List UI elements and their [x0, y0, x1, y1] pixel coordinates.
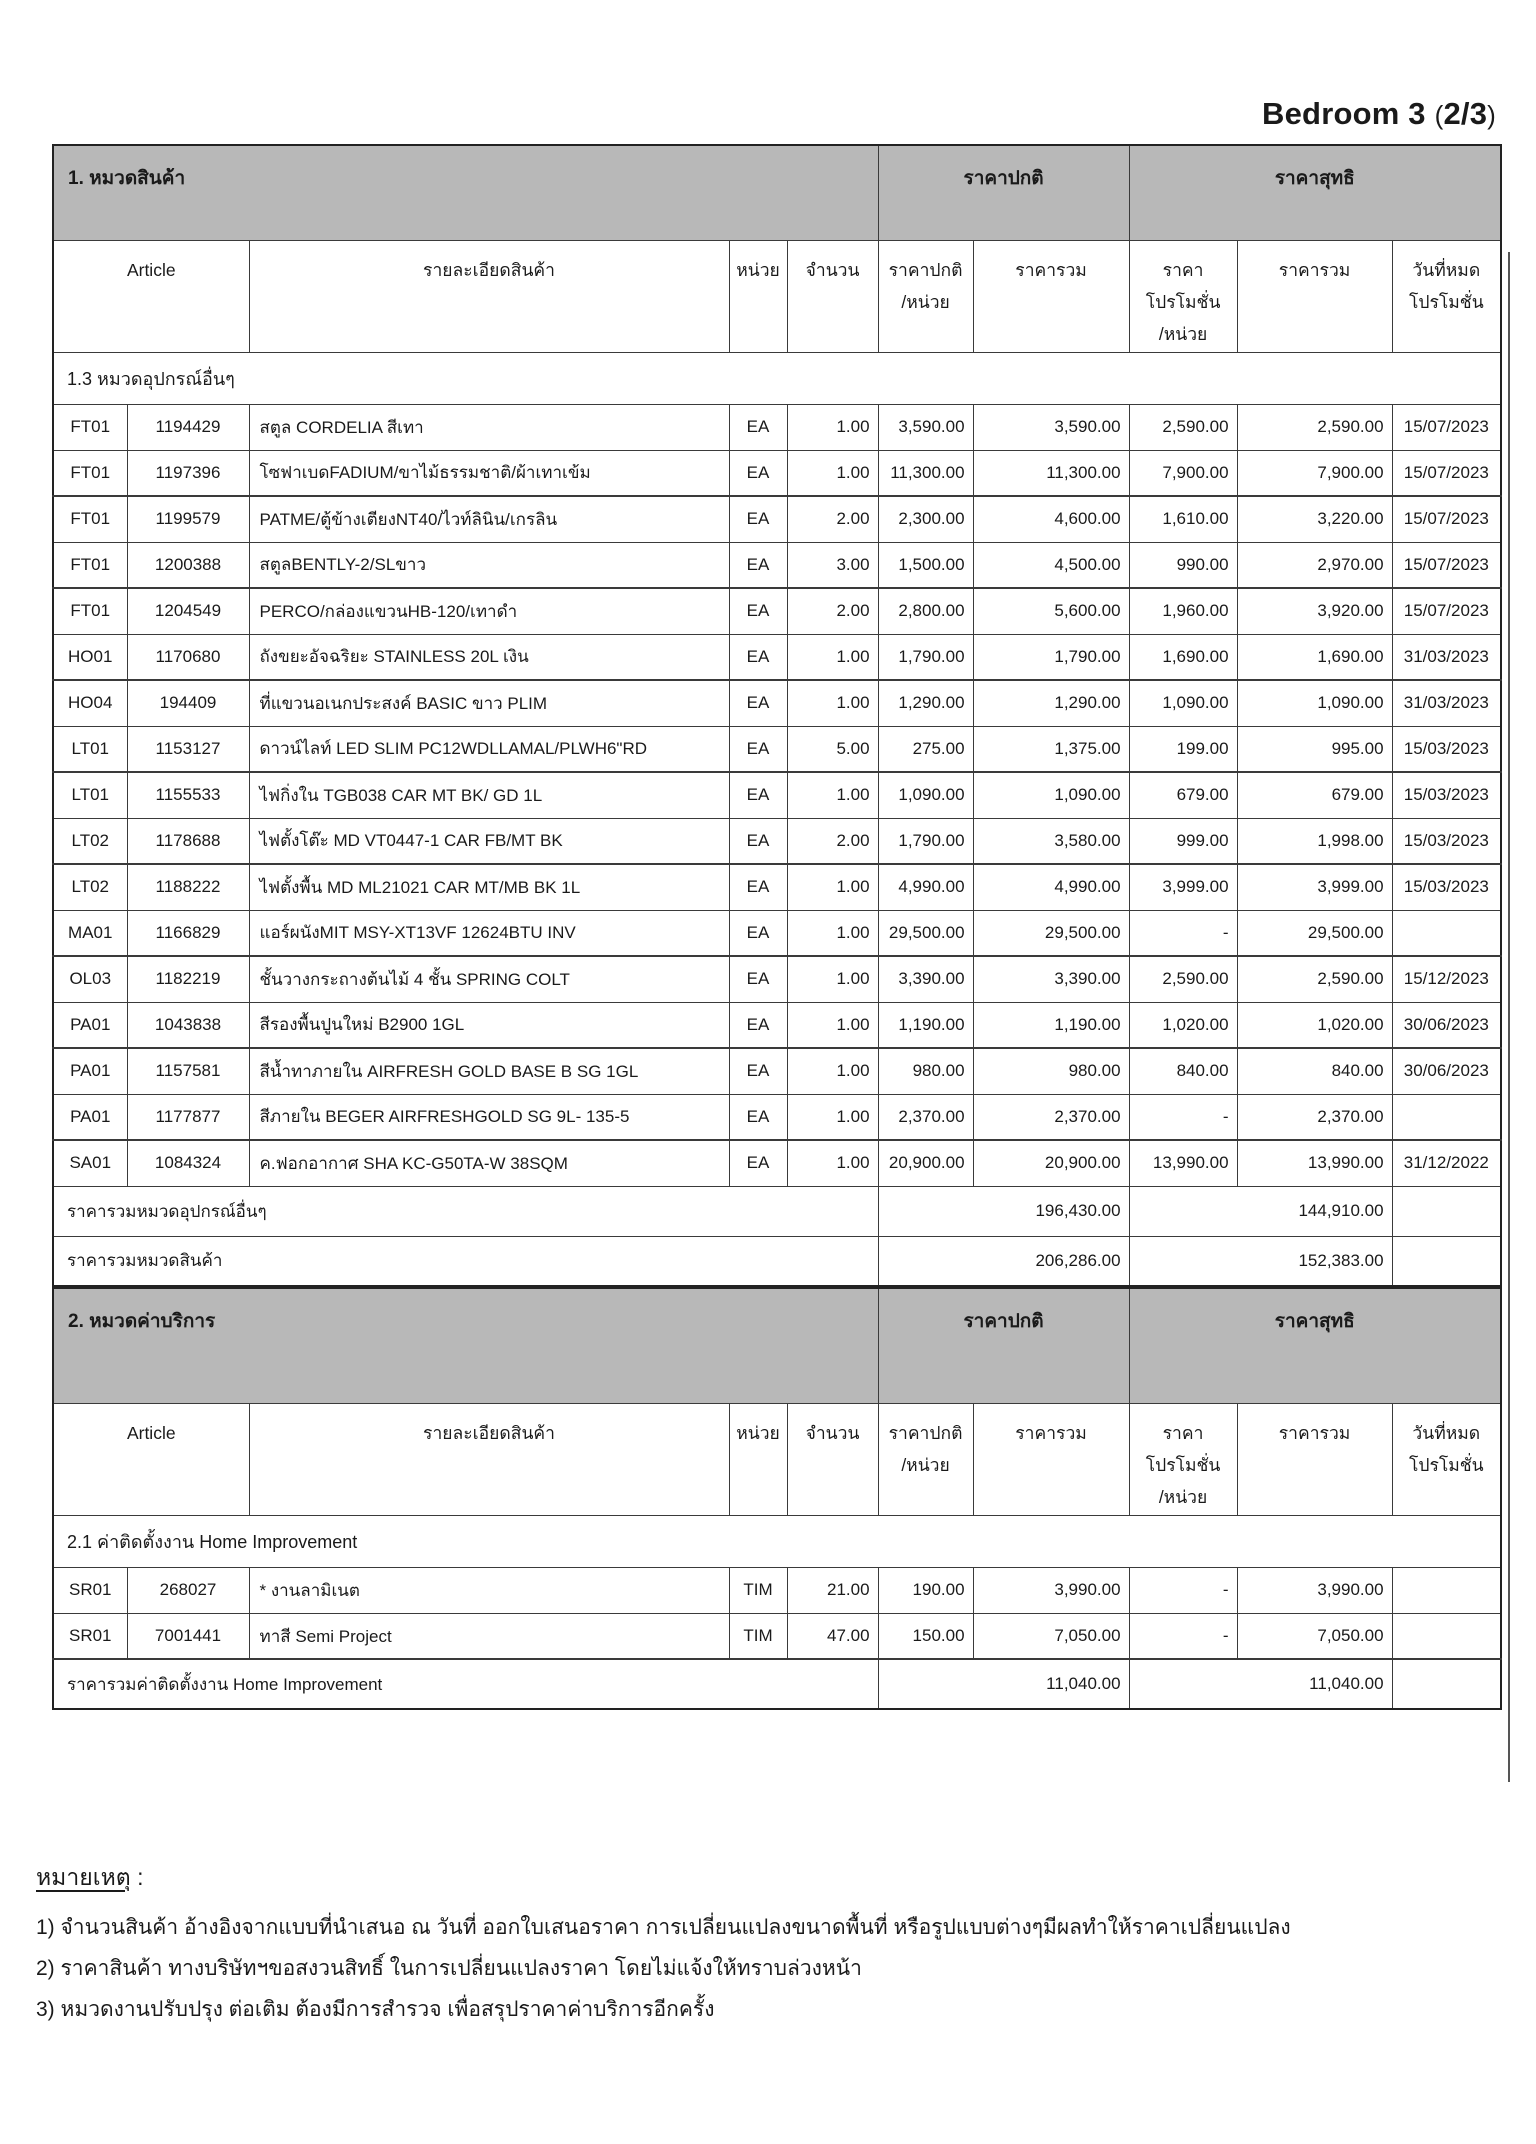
cell-description: ชั้นวางกระถางต้นไม้ 4 ชั้น SPRING COLT: [249, 956, 729, 1002]
cell-article-code: LT01: [53, 772, 127, 818]
cell-article-number: 1155533: [127, 772, 249, 818]
cell-article-code: SR01: [53, 1613, 127, 1659]
cell-net-total: 3,990.00: [1237, 1567, 1392, 1613]
item-row: [53, 1048, 1501, 1094]
cell-promo-price: 990.00: [1129, 542, 1237, 588]
cell-qty: 1.00: [787, 956, 878, 1002]
subtotal-row: [53, 1659, 1501, 1709]
page-indicator-open-paren: (: [1434, 100, 1444, 130]
price-net-group-label: ราคาสุทธิ: [1129, 1288, 1501, 1403]
cell-total: 980.00: [973, 1048, 1129, 1094]
item-row: [53, 588, 1501, 634]
cell-description: ไฟตั้งโต๊ะ MD VT0447-1 CAR FB/MT BK: [249, 818, 729, 864]
cell-qty: 5.00: [787, 726, 878, 772]
cell-promo-end: 15/03/2023: [1392, 818, 1501, 864]
col-article: Article: [53, 1403, 249, 1515]
cell-unit-price: 3,390.00: [878, 956, 973, 1002]
cell-description: สีรองพื้นปูนใหม่ B2900 1GL: [249, 1002, 729, 1048]
sheet-edge-artifact-line: [1508, 252, 1510, 1782]
col-total: ราคารวม: [973, 1403, 1129, 1515]
cell-qty: 1.00: [787, 1048, 878, 1094]
cell-qty: 1.00: [787, 680, 878, 726]
cell-description: แอร์ผนังMIT MSY-XT13VF 12624BTU INV: [249, 910, 729, 956]
cell-total: 1,375.00: [973, 726, 1129, 772]
cell-net-total: 2,590.00: [1237, 956, 1392, 1002]
cell-article-code: MA01: [53, 910, 127, 956]
cell-description: สตูล CORDELIA สีเทา: [249, 404, 729, 450]
cell-net-total: 1,690.00: [1237, 634, 1392, 680]
cell-promo-end: 31/03/2023: [1392, 680, 1501, 726]
cell-net-total: 2,970.00: [1237, 542, 1392, 588]
notes-heading-colon: :: [130, 1864, 144, 1891]
cell-total: 1,290.00: [973, 680, 1129, 726]
cell-total: 4,990.00: [973, 864, 1129, 910]
cell-article-number: 1199579: [127, 496, 249, 542]
col-unit: หน่วย: [729, 1403, 787, 1515]
cell-article-code: PA01: [53, 1002, 127, 1048]
col-label-line: /หน่วย: [901, 291, 950, 312]
cell-article-code: FT01: [53, 588, 127, 634]
item-row: [53, 864, 1501, 910]
cell-net-total: 7,050.00: [1237, 1613, 1392, 1659]
column-header-row: [53, 1403, 1501, 1515]
cell-total: 1,090.00: [973, 772, 1129, 818]
cell-promo-end: 15/07/2023: [1392, 496, 1501, 542]
subtotal-label: ราคารวมค่าติดตั้งงาน Home Improvement: [53, 1659, 878, 1709]
cell-article-number: 1153127: [127, 726, 249, 772]
cell-description: สีน้ำทาภายใน AIRFRESH GOLD BASE B SG 1GL: [249, 1048, 729, 1094]
cell-net-total: 29,500.00: [1237, 910, 1392, 956]
cell-net-total: 1,090.00: [1237, 680, 1392, 726]
col-label-line: โปรโมชั่น: [1408, 291, 1484, 312]
cell-unit-price: 3,590.00: [878, 404, 973, 450]
cell-total: 1,190.00: [973, 1002, 1129, 1048]
cell-article-code: HO01: [53, 634, 127, 680]
cell-description: ไฟกิ่งใน TGB038 CAR MT BK/ GD 1L: [249, 772, 729, 818]
price-normal-group-label: ราคาปกติ: [878, 1288, 1129, 1403]
cell-net-total: 3,920.00: [1237, 588, 1392, 634]
cell-qty: 1.00: [787, 772, 878, 818]
col-label-line: ราคาปกติ: [888, 1422, 963, 1443]
cell-article-number: 7001441: [127, 1613, 249, 1659]
cell-article-number: 194409: [127, 680, 249, 726]
cell-promo-price: -: [1129, 1567, 1237, 1613]
cell-total: 7,050.00: [973, 1613, 1129, 1659]
cell-net-total: 13,990.00: [1237, 1140, 1392, 1186]
cell-article-number: 1178688: [127, 818, 249, 864]
cell-promo-end: 31/12/2022: [1392, 1140, 1501, 1186]
cell-description: ไฟตั้งพื้น MD ML21021 CAR MT/MB BK 1L: [249, 864, 729, 910]
cell-total: 5,600.00: [973, 588, 1129, 634]
cell-article-number: 1197396: [127, 450, 249, 496]
cell-unit: EA: [729, 680, 787, 726]
cell-article-code: PA01: [53, 1048, 127, 1094]
col-label-line: ราคาปกติ: [888, 259, 963, 280]
item-row: [53, 818, 1501, 864]
cell-total: 3,990.00: [973, 1567, 1129, 1613]
subtotal-label: ราคารวมหมวดอุปกรณ์อื่นๆ: [53, 1186, 878, 1236]
cell-description: สตูลBENTLY-2/SLขาว: [249, 542, 729, 588]
cell-total: 3,390.00: [973, 956, 1129, 1002]
col-label-line: วันที่หมด: [1412, 259, 1481, 280]
cell-article-code: LT02: [53, 818, 127, 864]
cell-qty: 1.00: [787, 864, 878, 910]
cell-promo-price: 7,900.00: [1129, 450, 1237, 496]
cell-promo-price: 1,960.00: [1129, 588, 1237, 634]
subtotal-row: [53, 1186, 1501, 1236]
cell-article-number: 1200388: [127, 542, 249, 588]
cell-description: PERCO/กล่องแขวนHB-120/เทาดำ: [249, 588, 729, 634]
cell-qty: 21.00: [787, 1567, 878, 1613]
cell-promo-end: 15/07/2023: [1392, 588, 1501, 634]
cell-total: 20,900.00: [973, 1140, 1129, 1186]
cell-total: 2,370.00: [973, 1094, 1129, 1140]
cell-total: 3,590.00: [973, 404, 1129, 450]
cell-unit-price: 2,370.00: [878, 1094, 973, 1140]
subtotal-normal: 11,040.00: [878, 1659, 1129, 1709]
col-qty: จำนวน: [787, 240, 878, 352]
cell-article-number: 1194429: [127, 404, 249, 450]
subsection-row: [53, 352, 1501, 404]
cell-unit: EA: [729, 772, 787, 818]
col-label-line: ราคา: [1162, 259, 1204, 280]
cell-promo-price: -: [1129, 1094, 1237, 1140]
cell-promo-price: 13,990.00: [1129, 1140, 1237, 1186]
cell-unit: TIM: [729, 1613, 787, 1659]
subsection-label: 2.1 ค่าติดตั้งงาน Home Improvement: [53, 1515, 1501, 1567]
col-net-total: ราคารวม: [1237, 240, 1392, 352]
cell-net-total: 1,998.00: [1237, 818, 1392, 864]
page-indicator-close-paren: ): [1487, 100, 1496, 130]
cell-qty: 2.00: [787, 588, 878, 634]
col-label-line: ราคา: [1162, 1422, 1204, 1443]
cell-total: 4,500.00: [973, 542, 1129, 588]
subtotal-net: 144,910.00: [1129, 1186, 1392, 1236]
subtotal-label: ราคารวมหมวดสินค้า: [53, 1236, 878, 1286]
col-label-line: /หน่วย: [1158, 1487, 1208, 1508]
cell-total: 3,580.00: [973, 818, 1129, 864]
cell-net-total: 3,220.00: [1237, 496, 1392, 542]
cell-article-number: 1084324: [127, 1140, 249, 1186]
cell-unit-price: 29,500.00: [878, 910, 973, 956]
cell-unit-price: 150.00: [878, 1613, 973, 1659]
cell-description: โซฟาเบดFADIUM/ขาไม้ธรรมชาติ/ผ้าเทาเข้ม: [249, 450, 729, 496]
col-label-line: /หน่วย: [901, 1455, 950, 1475]
cell-unit-price: 190.00: [878, 1567, 973, 1613]
cell-promo-price: 199.00: [1129, 726, 1237, 772]
cell-qty: 1.00: [787, 910, 878, 956]
cell-promo-end: 15/12/2023: [1392, 956, 1501, 1002]
subtotal-net: 11,040.00: [1129, 1659, 1392, 1709]
subtotal-normal: 206,286.00: [878, 1236, 1129, 1286]
item-row: [53, 1613, 1501, 1659]
cell-description: สีภายใน BEGER AIRFRESHGOLD SG 9L- 135-5: [249, 1094, 729, 1140]
cell-article-code: FT01: [53, 496, 127, 542]
col-promo-end: [1392, 1403, 1501, 1515]
cell-unit: EA: [729, 956, 787, 1002]
cell-article-code: PA01: [53, 1094, 127, 1140]
cell-unit: EA: [729, 910, 787, 956]
item-row: [53, 1094, 1501, 1140]
cell-description: ดาวน์ไลท์ LED SLIM PC12WDLLAMAL/PLWH6"RD: [249, 726, 729, 772]
cell-qty: 1.00: [787, 1140, 878, 1186]
col-promo-price: [1129, 240, 1237, 352]
cell-net-total: 3,999.00: [1237, 864, 1392, 910]
section-band-row: [53, 1288, 1501, 1403]
cell-qty: 2.00: [787, 818, 878, 864]
cell-promo-price: 3,999.00: [1129, 864, 1237, 910]
cell-promo-price: 1,090.00: [1129, 680, 1237, 726]
cell-promo-price: 1,020.00: [1129, 1002, 1237, 1048]
cell-unit-price: 1,790.00: [878, 634, 973, 680]
cell-unit-price: 2,300.00: [878, 496, 973, 542]
cell-unit-price: 1,090.00: [878, 772, 973, 818]
cell-net-total: 2,590.00: [1237, 404, 1392, 450]
item-row: [53, 1567, 1501, 1613]
cell-unit-price: 2,800.00: [878, 588, 973, 634]
quotation-table: [52, 1287, 1502, 1710]
cell-article-code: OL03: [53, 956, 127, 1002]
item-row: [53, 496, 1501, 542]
cell-qty: 1.00: [787, 1094, 878, 1140]
note-line-3: 3) หมวดงานปรับปรุง ต่อเติม ต้องมีการสำรวจ เพื่อสรุปราคาค่าบริการอีกครั้ง: [36, 1997, 715, 2021]
cell-unit: TIM: [729, 1567, 787, 1613]
section-band-row: [53, 145, 1501, 240]
cell-promo-price: 1,690.00: [1129, 634, 1237, 680]
item-row: [53, 1002, 1501, 1048]
cell-article-code: FT01: [53, 450, 127, 496]
cell-article-code: HO04: [53, 680, 127, 726]
col-label-line: โปรโมชั่น: [1145, 291, 1221, 312]
cell-unit-price: 1,290.00: [878, 680, 973, 726]
quotation-table: [52, 144, 1502, 1287]
cell-unit-price: 275.00: [878, 726, 973, 772]
item-row: [53, 1140, 1501, 1186]
cell-promo-end: 15/03/2023: [1392, 726, 1501, 772]
document-page: [0, 96, 1536, 2144]
cell-promo-end: [1392, 1613, 1501, 1659]
cell-unit-price: 1,790.00: [878, 818, 973, 864]
cell-article-number: 268027: [127, 1567, 249, 1613]
page-title-text: Bedroom 3: [1262, 96, 1426, 131]
cell-qty: 1.00: [787, 1002, 878, 1048]
item-row: [53, 450, 1501, 496]
notes-heading: [36, 1860, 1506, 1896]
price-normal-group-label: ราคาปกติ: [878, 145, 1129, 240]
cell-net-total: 7,900.00: [1237, 450, 1392, 496]
subtotal-expiry-empty: [1392, 1236, 1501, 1286]
cell-promo-price: 2,590.00: [1129, 404, 1237, 450]
cell-unit: EA: [729, 864, 787, 910]
cell-promo-end: 15/07/2023: [1392, 404, 1501, 450]
subsection-label: 1.3 หมวดอุปกรณ์อื่นๆ: [53, 352, 1501, 404]
cell-article-number: 1182219: [127, 956, 249, 1002]
note-line-2: 2) ราคาสินค้า ทางบริษัทฯขอสงวนสิทธิ์ ในการเปลี่ยนแปลงราคา โดยไม่แจ้งให้ทราบล่วงหน้า: [36, 1956, 862, 1980]
cell-article-code: FT01: [53, 404, 127, 450]
col-promo-price: [1129, 1403, 1237, 1515]
cell-unit: EA: [729, 542, 787, 588]
cell-article-number: 1204549: [127, 588, 249, 634]
subtotal-row: [53, 1236, 1501, 1286]
cell-description: ทาสี Semi Project: [249, 1613, 729, 1659]
page-indicator: 2/3: [1443, 96, 1488, 131]
item-row: [53, 404, 1501, 450]
cell-net-total: 1,020.00: [1237, 1002, 1392, 1048]
item-row: [53, 726, 1501, 772]
col-label-line: /หน่วย: [1158, 324, 1208, 345]
cell-description: ค.ฟอกอากาศ SHA KC-G50TA-W 38SQM: [249, 1140, 729, 1186]
col-promo-end: [1392, 240, 1501, 352]
col-label-line: วันที่หมด: [1412, 1422, 1481, 1443]
cell-article-code: LT02: [53, 864, 127, 910]
cell-article-number: 1177877: [127, 1094, 249, 1140]
cell-qty: 47.00: [787, 1613, 878, 1659]
col-unit: หน่วย: [729, 240, 787, 352]
cell-promo-end: 15/03/2023: [1392, 864, 1501, 910]
cell-article-number: 1157581: [127, 1048, 249, 1094]
cell-promo-end: 30/06/2023: [1392, 1048, 1501, 1094]
cell-unit-price: 980.00: [878, 1048, 973, 1094]
cell-net-total: 995.00: [1237, 726, 1392, 772]
cell-promo-end: [1392, 910, 1501, 956]
cell-article-number: 1170680: [127, 634, 249, 680]
cell-description: ถังขยะอัจฉริยะ STAINLESS 20L เงิน: [249, 634, 729, 680]
item-row: [53, 634, 1501, 680]
cell-unit-price: 11,300.00: [878, 450, 973, 496]
cell-promo-end: 30/06/2023: [1392, 1002, 1501, 1048]
col-description: รายละเอียดสินค้า: [249, 1403, 729, 1515]
cell-promo-end: 15/07/2023: [1392, 542, 1501, 588]
cell-article-code: SR01: [53, 1567, 127, 1613]
cell-total: 11,300.00: [973, 450, 1129, 496]
cell-net-total: 2,370.00: [1237, 1094, 1392, 1140]
cell-promo-price: 1,610.00: [1129, 496, 1237, 542]
cell-promo-price: 679.00: [1129, 772, 1237, 818]
item-row: [53, 910, 1501, 956]
cell-unit-price: 1,500.00: [878, 542, 973, 588]
cell-promo-price: -: [1129, 1613, 1237, 1659]
cell-unit: EA: [729, 1002, 787, 1048]
price-net-group-label: ราคาสุทธิ: [1129, 145, 1501, 240]
cell-unit: EA: [729, 634, 787, 680]
page-title: [0, 96, 1496, 132]
col-article: Article: [53, 240, 249, 352]
cell-total: 4,600.00: [973, 496, 1129, 542]
subtotal-expiry-empty: [1392, 1186, 1501, 1236]
cell-qty: 2.00: [787, 496, 878, 542]
cell-article-number: 1166829: [127, 910, 249, 956]
cell-unit: EA: [729, 588, 787, 634]
cell-description: PATME/ตู้ข้างเตียงNT40/ไวท์ลินิน/เกรลิน: [249, 496, 729, 542]
cell-promo-price: 999.00: [1129, 818, 1237, 864]
note-line-1: 1) จำนวนสินค้า อ้างอิงจากแบบที่นำเสนอ ณ วันที่ ออกใบเสนอราคา การเปลี่ยนแปลงขนาดพื้นที่ หรือรูปแบบต่างๆมีผลทำให้ราคาเปลี่ยนแปลง: [36, 1916, 1291, 1940]
cell-promo-price: 2,590.00: [1129, 956, 1237, 1002]
cell-qty: 1.00: [787, 634, 878, 680]
cell-unit: EA: [729, 404, 787, 450]
cell-article-number: 1188222: [127, 864, 249, 910]
cell-unit-price: 4,990.00: [878, 864, 973, 910]
cell-qty: 1.00: [787, 404, 878, 450]
cell-article-code: FT01: [53, 542, 127, 588]
cell-unit: EA: [729, 1048, 787, 1094]
cell-qty: 3.00: [787, 542, 878, 588]
cell-net-total: 679.00: [1237, 772, 1392, 818]
subtotal-net: 152,383.00: [1129, 1236, 1392, 1286]
item-row: [53, 772, 1501, 818]
cell-total: 1,790.00: [973, 634, 1129, 680]
cell-unit: EA: [729, 496, 787, 542]
col-unit-price: [878, 240, 973, 352]
section-group-label: 1. หมวดสินค้า: [53, 145, 878, 240]
item-row: [53, 542, 1501, 588]
cell-promo-end: [1392, 1567, 1501, 1613]
cell-unit: EA: [729, 818, 787, 864]
col-qty: จำนวน: [787, 1403, 878, 1515]
section-group-label: 2. หมวดค่าบริการ: [53, 1288, 878, 1403]
notes-block: [36, 1860, 1506, 2023]
col-description: รายละเอียดสินค้า: [249, 240, 729, 352]
col-label-line: โปรโมชั่น: [1408, 1455, 1484, 1475]
subtotal-expiry-empty: [1392, 1659, 1501, 1709]
cell-promo-end: 15/07/2023: [1392, 450, 1501, 496]
column-header-row: [53, 240, 1501, 352]
cell-total: 29,500.00: [973, 910, 1129, 956]
quotation-tables-container: [52, 144, 1536, 1710]
cell-unit: EA: [729, 1140, 787, 1186]
cell-unit: EA: [729, 450, 787, 496]
cell-net-total: 840.00: [1237, 1048, 1392, 1094]
col-net-total: ราคารวม: [1237, 1403, 1392, 1515]
cell-promo-price: -: [1129, 910, 1237, 956]
cell-promo-end: 31/03/2023: [1392, 634, 1501, 680]
cell-description: * งานลามิเนต: [249, 1567, 729, 1613]
cell-unit-price: 20,900.00: [878, 1140, 973, 1186]
item-row: [53, 680, 1501, 726]
cell-qty: 1.00: [787, 450, 878, 496]
col-total: ราคารวม: [973, 240, 1129, 352]
cell-unit: EA: [729, 1094, 787, 1140]
cell-promo-end: 15/03/2023: [1392, 772, 1501, 818]
cell-description: ที่แขวนอเนกประสงค์ BASIC ขาว PLIM: [249, 680, 729, 726]
cell-promo-end: [1392, 1094, 1501, 1140]
notes-heading-text: หมายเหตุ: [36, 1864, 131, 1891]
cell-unit-price: 1,190.00: [878, 1002, 973, 1048]
item-row: [53, 956, 1501, 1002]
col-label-line: โปรโมชั่น: [1145, 1455, 1221, 1475]
cell-unit: EA: [729, 726, 787, 772]
cell-promo-price: 840.00: [1129, 1048, 1237, 1094]
cell-article-code: SA01: [53, 1140, 127, 1186]
subtotal-normal: 196,430.00: [878, 1186, 1129, 1236]
cell-article-code: LT01: [53, 726, 127, 772]
subsection-row: [53, 1515, 1501, 1567]
col-unit-price: [878, 1403, 973, 1515]
cell-article-number: 1043838: [127, 1002, 249, 1048]
